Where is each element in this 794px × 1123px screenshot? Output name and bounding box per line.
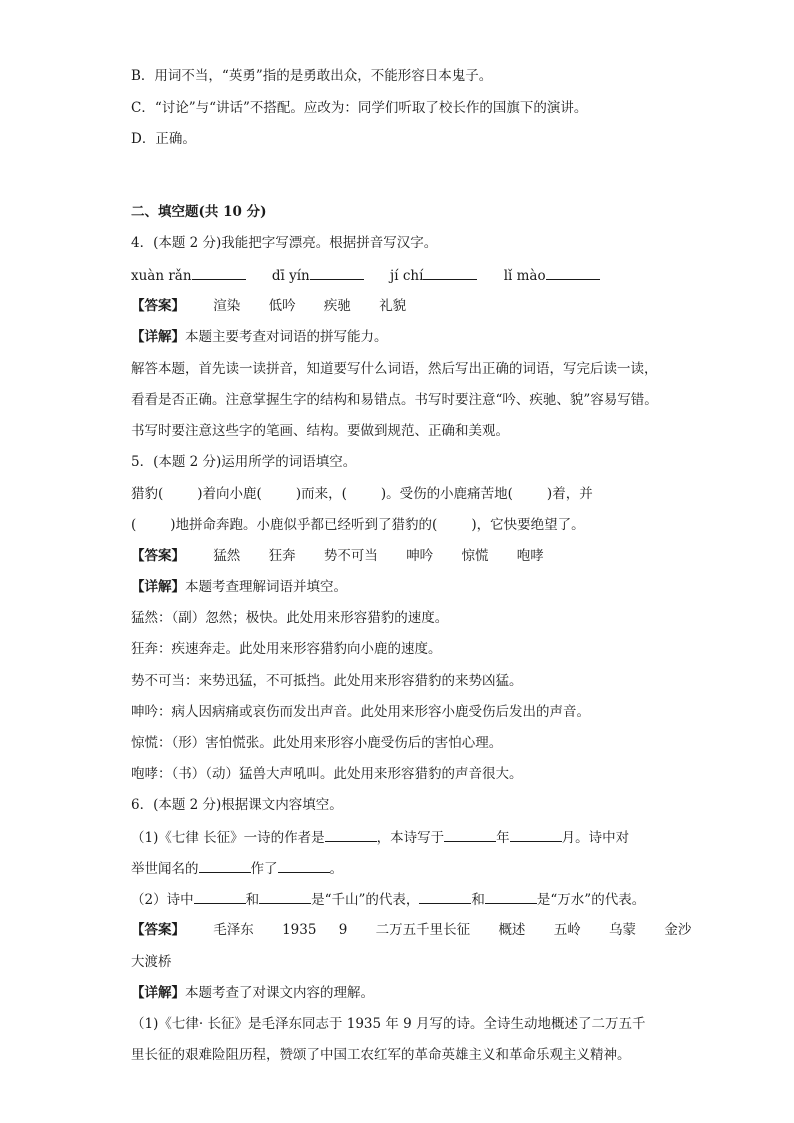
answer-item: 9 [338, 922, 348, 938]
answer-item: 猛然 [213, 548, 241, 564]
sentence-fragment: ，本诗写于 [376, 830, 445, 846]
q5-sentence-line1 [131, 484, 593, 504]
answer-blank [259, 889, 311, 904]
answer-label: 【答案】 [131, 548, 185, 564]
answer-item: 低吟 [268, 298, 296, 314]
answer-blank [192, 265, 246, 280]
answer-blank [310, 265, 364, 280]
answer-blank [278, 858, 330, 873]
q4-pinyin-row [131, 265, 600, 286]
answer-item: 疾驰 [323, 298, 351, 314]
pinyin-text: jí chí [390, 268, 424, 284]
sentence-fragment: （2）诗中 [131, 892, 194, 908]
sentence-fragment: )。受伤的小鹿痛苦地( [380, 486, 513, 502]
q5-explanation: 猛然：（副）忽然；极快。此处用来形容猎豹的速度。 [131, 610, 449, 626]
q5-detail-head [131, 577, 347, 597]
answer-blank [325, 827, 377, 842]
q6-answer-row [131, 920, 691, 940]
answer-label: 【答案】 [131, 922, 185, 938]
answer-blank [419, 889, 471, 904]
q6-answer-continued: 大渡桥 [131, 954, 172, 970]
pinyin-item [131, 265, 246, 286]
answer-blank [194, 889, 246, 904]
q4-detail-line: 书写时要注意这些字的笔画、结构。要做到规范、正确和美观。 [131, 423, 509, 439]
q6-detail-head [131, 983, 374, 1003]
q4-stem: 4．(本题 2 分)我能把字写漂亮。根据拼音写汉字。 [131, 235, 438, 251]
q5-sentence-line2 [131, 515, 585, 535]
answer-item: 五岭 [553, 922, 581, 938]
sentence-fragment: )着，并 [546, 486, 593, 502]
q5-explanation: 势不可当：来势迅猛，不可抵挡。此处用来形容猎豹的来势凶猛。 [131, 673, 523, 689]
q4-detail-head [131, 327, 388, 347]
sentence-fragment: ( [131, 517, 137, 533]
q4-answer-row [131, 296, 406, 316]
sentence-fragment: )，它快要绝望了。 [471, 517, 585, 533]
answer-blank [444, 827, 496, 842]
q6-stem: 6．(本题 2 分)根据课文内容填空。 [131, 797, 343, 813]
q6-line2 [131, 858, 343, 879]
sentence-fragment: 举世闻名的 [131, 861, 199, 877]
sentence-fragment: 月。诗中对 [561, 830, 630, 846]
q6-detail-line: 里长征的艰难险阻历程，赞颂了中国工农红军的革命英雄主义和革命乐观主义精神。 [131, 1047, 631, 1063]
answer-item: 礼貌 [379, 298, 407, 314]
q5-explanation: 呻吟：病人因病痛或哀伤而发出声音。此处用来形容小鹿受伤后发出的声音。 [131, 704, 590, 720]
sentence-fragment: )着向小鹿( [197, 486, 262, 502]
answer-blank [510, 827, 562, 842]
answer-item: 呻吟 [406, 548, 434, 564]
q6-detail-line: （1)《七律· 长征》是毛泽东同志于 1935 年 9 月写的诗。全诗生动地概述了二万五千 [131, 1016, 646, 1032]
answer-item: 1935 [282, 922, 317, 938]
pinyin-text: dī yín [271, 268, 310, 284]
pinyin-item [272, 265, 364, 286]
sentence-fragment: 猎豹( [131, 486, 164, 502]
answer-item: 惊慌 [461, 548, 489, 564]
q6-line1 [131, 827, 629, 848]
sentence-fragment: )地拼命奔跑。小鹿似乎都已经听到了猎豹的( [170, 517, 438, 533]
detail-text: 本题考查理解词语并填空。 [185, 579, 347, 595]
sentence-fragment: )而来，( [295, 486, 347, 502]
answer-label: 【答案】 [131, 298, 185, 314]
answer-item: 毛泽东 [213, 922, 254, 938]
answer-blank [546, 265, 600, 280]
sentence-fragment: 作了 [250, 861, 278, 877]
pinyin-text: lǐ mào [503, 268, 546, 284]
option-c: C．“讨论”与“讲话”不搭配。应改为：同学们听取了校长作的国旗下的演讲。 [131, 100, 588, 116]
q5-explanation: 惊慌：（形）害怕慌张。此处用来形容小鹿受伤后的害怕心理。 [131, 735, 503, 751]
sentence-fragment: 年 [496, 830, 510, 846]
sentence-fragment: 和 [471, 892, 485, 908]
answer-blank [199, 858, 251, 873]
q5-explanation: 狂奔：疾速奔走。此处用来形容猎豹向小鹿的速度。 [131, 641, 442, 657]
detail-text: 本题主要考查对词语的拼写能力。 [185, 329, 388, 345]
answer-blank [485, 889, 537, 904]
detail-label: 【详解】 [131, 329, 185, 345]
pinyin-item [504, 265, 600, 286]
sentence-fragment: 是“万水”的代表。 [536, 892, 646, 908]
answer-item: 概述 [498, 922, 526, 938]
q4-detail-line: 解答本题，首先读一读拼音，知道要写什么词语，然后写出正确的词语，写完后读一读， [131, 361, 658, 377]
answer-item: 咆哮 [516, 548, 544, 564]
detail-label: 【详解】 [131, 985, 185, 1001]
sentence-fragment: 和 [245, 892, 260, 908]
sentence-fragment: 是“千山”的代表， [311, 892, 420, 908]
pinyin-text: xuàn rǎn [131, 268, 192, 284]
answer-item: 二万五千里长征 [375, 922, 471, 938]
section-heading: 二、填空题(共 10 分) [131, 204, 267, 220]
pinyin-item [390, 265, 477, 286]
answer-item: 渲染 [213, 298, 241, 314]
q4-detail-line: 看看是否正确。注意掌握生字的结构和易错点。书写时要注意“吟、疾驰、貌”容易写错。 [131, 392, 658, 408]
answer-item: 势不可当 [323, 548, 378, 564]
q6-line3 [131, 889, 645, 910]
sentence-fragment: 。 [329, 861, 343, 877]
option-b: B．用词不当，“英勇”指的是勇敢出众，不能形容日本鬼子。 [131, 68, 493, 84]
detail-label: 【详解】 [131, 579, 185, 595]
q5-explanation: 咆哮：（书）（动）猛兽大声吼叫。此处用来形容猎豹的声音很大。 [131, 766, 523, 782]
answer-item: 狂奔 [268, 548, 296, 564]
sentence-fragment: （1)《七律 长征》一诗的作者是 [131, 830, 325, 846]
detail-text: 本题考查了对课文内容的理解。 [185, 985, 374, 1001]
q5-answer-row [131, 546, 544, 566]
answer-item: 金沙 [664, 922, 692, 938]
option-d: D．正确。 [131, 131, 196, 147]
answer-blank [423, 265, 477, 280]
answer-item: 乌蒙 [609, 922, 637, 938]
q5-stem: 5．(本题 2 分)运用所学的词语填空。 [131, 454, 357, 470]
